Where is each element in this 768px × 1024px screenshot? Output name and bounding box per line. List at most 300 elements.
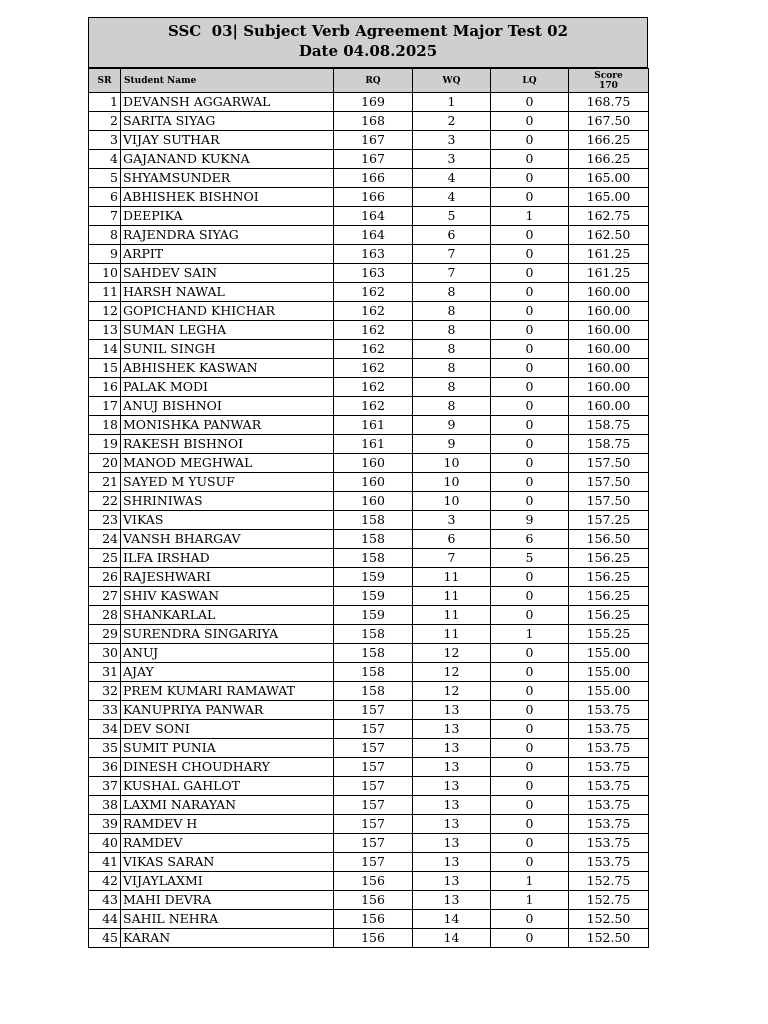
cell-lq: 0 <box>491 720 569 739</box>
cell-sr: 22 <box>89 492 121 511</box>
cell-wq: 2 <box>413 112 491 131</box>
cell-wq: 3 <box>413 131 491 150</box>
cell-score: 153.75 <box>569 796 649 815</box>
cell-score: 160.00 <box>569 321 649 340</box>
cell-wq: 6 <box>413 530 491 549</box>
cell-rq: 157 <box>334 701 413 720</box>
cell-wq: 9 <box>413 435 491 454</box>
cell-student-name: SAHDEV SAIN <box>121 264 334 283</box>
cell-lq: 1 <box>491 207 569 226</box>
cell-lq: 0 <box>491 815 569 834</box>
cell-score: 158.75 <box>569 435 649 454</box>
cell-student-name: ILFA IRSHAD <box>121 549 334 568</box>
cell-lq: 0 <box>491 568 569 587</box>
cell-student-name: ANUJ <box>121 644 334 663</box>
cell-score: 158.75 <box>569 416 649 435</box>
cell-lq: 0 <box>491 701 569 720</box>
table-row <box>89 378 649 397</box>
cell-student-name: VIKAS SARAN <box>121 853 334 872</box>
cell-student-name: SAYED M YUSUF <box>121 473 334 492</box>
table-row <box>89 720 649 739</box>
table-row <box>89 796 649 815</box>
cell-wq: 12 <box>413 682 491 701</box>
cell-sr: 24 <box>89 530 121 549</box>
cell-score: 157.50 <box>569 492 649 511</box>
cell-rq: 159 <box>334 587 413 606</box>
col-header-rq: RQ <box>334 69 413 93</box>
table-row <box>89 321 649 340</box>
cell-wq: 13 <box>413 739 491 758</box>
cell-student-name: DEV SONI <box>121 720 334 739</box>
cell-lq: 0 <box>491 93 569 112</box>
table-row <box>89 397 649 416</box>
cell-lq: 0 <box>491 758 569 777</box>
table-row <box>89 340 649 359</box>
cell-sr: 13 <box>89 321 121 340</box>
cell-wq: 11 <box>413 568 491 587</box>
cell-rq: 162 <box>334 340 413 359</box>
cell-student-name: PREM KUMARI RAMAWAT <box>121 682 334 701</box>
cell-wq: 11 <box>413 606 491 625</box>
cell-lq: 1 <box>491 891 569 910</box>
cell-wq: 14 <box>413 929 491 948</box>
cell-lq: 0 <box>491 131 569 150</box>
cell-rq: 161 <box>334 416 413 435</box>
cell-wq: 8 <box>413 321 491 340</box>
table-row <box>89 910 649 929</box>
cell-student-name: RAJESHWARI <box>121 568 334 587</box>
cell-sr: 28 <box>89 606 121 625</box>
col-header-wq: WQ <box>413 69 491 93</box>
cell-rq: 160 <box>334 473 413 492</box>
table-row <box>89 454 649 473</box>
cell-student-name: SHIV KASWAN <box>121 587 334 606</box>
cell-lq: 1 <box>491 625 569 644</box>
table-row <box>89 131 649 150</box>
cell-wq: 12 <box>413 663 491 682</box>
cell-score: 156.25 <box>569 606 649 625</box>
cell-score: 153.75 <box>569 853 649 872</box>
col-header-name: Student Name <box>121 69 334 93</box>
cell-sr: 35 <box>89 739 121 758</box>
cell-wq: 4 <box>413 188 491 207</box>
cell-score: 153.75 <box>569 834 649 853</box>
table-row <box>89 549 649 568</box>
cell-lq: 9 <box>491 511 569 530</box>
cell-rq: 160 <box>334 454 413 473</box>
cell-rq: 167 <box>334 150 413 169</box>
cell-lq: 0 <box>491 150 569 169</box>
cell-sr: 8 <box>89 226 121 245</box>
cell-sr: 44 <box>89 910 121 929</box>
cell-student-name: PALAK MODI <box>121 378 334 397</box>
cell-score: 153.75 <box>569 701 649 720</box>
cell-wq: 13 <box>413 872 491 891</box>
cell-sr: 31 <box>89 663 121 682</box>
cell-sr: 4 <box>89 150 121 169</box>
cell-lq: 0 <box>491 283 569 302</box>
cell-score: 160.00 <box>569 283 649 302</box>
cell-student-name: KUSHAL GAHLOT <box>121 777 334 796</box>
cell-wq: 12 <box>413 644 491 663</box>
cell-lq: 0 <box>491 682 569 701</box>
cell-student-name: DEEPIKA <box>121 207 334 226</box>
cell-score: 156.50 <box>569 530 649 549</box>
cell-student-name: KARAN <box>121 929 334 948</box>
cell-student-name: GOPICHAND KHICHAR <box>121 302 334 321</box>
cell-sr: 5 <box>89 169 121 188</box>
cell-lq: 0 <box>491 606 569 625</box>
cell-rq: 156 <box>334 929 413 948</box>
cell-lq: 0 <box>491 739 569 758</box>
table-row <box>89 302 649 321</box>
header-row <box>89 69 649 93</box>
cell-student-name: RAMDEV H <box>121 815 334 834</box>
cell-score: 166.25 <box>569 150 649 169</box>
cell-rq: 168 <box>334 112 413 131</box>
cell-student-name: SUMIT PUNIA <box>121 739 334 758</box>
cell-sr: 17 <box>89 397 121 416</box>
cell-lq: 0 <box>491 834 569 853</box>
cell-score: 160.00 <box>569 378 649 397</box>
cell-wq: 10 <box>413 473 491 492</box>
table-row <box>89 815 649 834</box>
cell-sr: 2 <box>89 112 121 131</box>
cell-score: 157.25 <box>569 511 649 530</box>
cell-rq: 157 <box>334 739 413 758</box>
table-row <box>89 663 649 682</box>
table-row <box>89 853 649 872</box>
col-header-sr: SR <box>89 69 121 93</box>
cell-rq: 169 <box>334 93 413 112</box>
cell-lq: 0 <box>491 796 569 815</box>
cell-rq: 163 <box>334 245 413 264</box>
cell-student-name: DEVANSH AGGARWAL <box>121 93 334 112</box>
cell-rq: 163 <box>334 264 413 283</box>
cell-sr: 10 <box>89 264 121 283</box>
cell-wq: 8 <box>413 340 491 359</box>
cell-wq: 7 <box>413 245 491 264</box>
table-row <box>89 150 649 169</box>
cell-score: 156.25 <box>569 568 649 587</box>
cell-student-name: RAJENDRA SIYAG <box>121 226 334 245</box>
cell-wq: 10 <box>413 492 491 511</box>
cell-score: 155.00 <box>569 663 649 682</box>
cell-student-name: SHANKARLAL <box>121 606 334 625</box>
cell-score: 152.50 <box>569 910 649 929</box>
cell-wq: 13 <box>413 796 491 815</box>
cell-score: 152.50 <box>569 929 649 948</box>
cell-sr: 18 <box>89 416 121 435</box>
cell-sr: 1 <box>89 93 121 112</box>
cell-rq: 158 <box>334 663 413 682</box>
cell-sr: 12 <box>89 302 121 321</box>
title-block <box>88 17 648 68</box>
cell-sr: 20 <box>89 454 121 473</box>
cell-lq: 0 <box>491 169 569 188</box>
cell-lq: 0 <box>491 264 569 283</box>
results-table <box>88 68 649 948</box>
cell-score: 157.50 <box>569 454 649 473</box>
cell-rq: 158 <box>334 549 413 568</box>
cell-sr: 14 <box>89 340 121 359</box>
cell-student-name: DINESH CHOUDHARY <box>121 758 334 777</box>
cell-lq: 5 <box>491 549 569 568</box>
table-row <box>89 473 649 492</box>
cell-wq: 13 <box>413 701 491 720</box>
table-row <box>89 283 649 302</box>
cell-rq: 156 <box>334 910 413 929</box>
cell-lq: 0 <box>491 397 569 416</box>
cell-wq: 11 <box>413 587 491 606</box>
table-body <box>89 93 649 948</box>
cell-rq: 157 <box>334 834 413 853</box>
cell-wq: 13 <box>413 720 491 739</box>
cell-student-name: AJAY <box>121 663 334 682</box>
cell-score: 153.75 <box>569 720 649 739</box>
cell-rq: 159 <box>334 606 413 625</box>
cell-score: 153.75 <box>569 815 649 834</box>
cell-rq: 157 <box>334 720 413 739</box>
table-row <box>89 188 649 207</box>
table-row <box>89 644 649 663</box>
cell-lq: 0 <box>491 929 569 948</box>
cell-lq: 0 <box>491 302 569 321</box>
cell-score: 156.25 <box>569 549 649 568</box>
cell-student-name: SURENDRA SINGARIYA <box>121 625 334 644</box>
cell-rq: 161 <box>334 435 413 454</box>
cell-rq: 157 <box>334 815 413 834</box>
cell-score: 160.00 <box>569 302 649 321</box>
cell-student-name: SUMAN LEGHA <box>121 321 334 340</box>
cell-sr: 38 <box>89 796 121 815</box>
col-header-score <box>569 69 649 93</box>
cell-wq: 4 <box>413 169 491 188</box>
table-row <box>89 587 649 606</box>
table-row <box>89 701 649 720</box>
table-row <box>89 929 649 948</box>
cell-lq: 0 <box>491 777 569 796</box>
cell-lq: 0 <box>491 359 569 378</box>
cell-rq: 159 <box>334 568 413 587</box>
cell-lq: 0 <box>491 910 569 929</box>
cell-lq: 0 <box>491 416 569 435</box>
cell-student-name: RAMDEV <box>121 834 334 853</box>
cell-wq: 13 <box>413 777 491 796</box>
cell-score: 161.25 <box>569 264 649 283</box>
cell-student-name: MAHI DEVRA <box>121 891 334 910</box>
cell-lq: 0 <box>491 663 569 682</box>
sheet-title: SSC 03| Subject Verb Agreement Major Test 02 <box>167 22 569 40</box>
cell-wq: 13 <box>413 891 491 910</box>
cell-rq: 158 <box>334 625 413 644</box>
cell-wq: 5 <box>413 207 491 226</box>
cell-score: 160.00 <box>569 340 649 359</box>
cell-student-name: ANUJ BISHNOI <box>121 397 334 416</box>
cell-sr: 9 <box>89 245 121 264</box>
cell-wq: 8 <box>413 302 491 321</box>
cell-wq: 13 <box>413 834 491 853</box>
cell-rq: 158 <box>334 682 413 701</box>
table-row <box>89 264 649 283</box>
cell-wq: 14 <box>413 910 491 929</box>
cell-wq: 13 <box>413 815 491 834</box>
cell-sr: 36 <box>89 758 121 777</box>
table-row <box>89 891 649 910</box>
cell-lq: 0 <box>491 245 569 264</box>
cell-rq: 166 <box>334 169 413 188</box>
cell-sr: 19 <box>89 435 121 454</box>
cell-score: 162.75 <box>569 207 649 226</box>
cell-score: 165.00 <box>569 188 649 207</box>
cell-rq: 162 <box>334 397 413 416</box>
cell-student-name: LAXMI NARAYAN <box>121 796 334 815</box>
cell-student-name: MANOD MEGHWAL <box>121 454 334 473</box>
table-row <box>89 511 649 530</box>
table-row <box>89 112 649 131</box>
cell-rq: 160 <box>334 492 413 511</box>
cell-rq: 158 <box>334 644 413 663</box>
sheet-date: Date 04.08.2025 <box>298 42 438 60</box>
cell-student-name: VIJAYLAXMI <box>121 872 334 891</box>
cell-lq: 0 <box>491 492 569 511</box>
cell-score: 166.25 <box>569 131 649 150</box>
cell-sr: 37 <box>89 777 121 796</box>
cell-wq: 11 <box>413 625 491 644</box>
table-row <box>89 435 649 454</box>
table-row <box>89 207 649 226</box>
cell-student-name: SUNIL SINGH <box>121 340 334 359</box>
table-row <box>89 625 649 644</box>
cell-score: 167.50 <box>569 112 649 131</box>
cell-student-name: SARITA SIYAG <box>121 112 334 131</box>
table-row <box>89 226 649 245</box>
cell-sr: 45 <box>89 929 121 948</box>
cell-student-name: SHRINIWAS <box>121 492 334 511</box>
cell-score: 155.25 <box>569 625 649 644</box>
table-row <box>89 492 649 511</box>
cell-sr: 40 <box>89 834 121 853</box>
cell-score: 160.00 <box>569 359 649 378</box>
cell-lq: 0 <box>491 435 569 454</box>
cell-student-name: RAKESH BISHNOI <box>121 435 334 454</box>
cell-rq: 158 <box>334 511 413 530</box>
cell-sr: 3 <box>89 131 121 150</box>
cell-rq: 162 <box>334 378 413 397</box>
cell-student-name: MONISHKA PANWAR <box>121 416 334 435</box>
cell-student-name: SHYAMSUNDER <box>121 169 334 188</box>
cell-wq: 8 <box>413 378 491 397</box>
cell-student-name: ABHISHEK KASWAN <box>121 359 334 378</box>
col-header-lq: LQ <box>491 69 569 93</box>
table-row <box>89 834 649 853</box>
table-row <box>89 245 649 264</box>
cell-score: 161.25 <box>569 245 649 264</box>
cell-score: 156.25 <box>569 587 649 606</box>
table-row <box>89 777 649 796</box>
cell-sr: 23 <box>89 511 121 530</box>
cell-wq: 9 <box>413 416 491 435</box>
cell-wq: 8 <box>413 397 491 416</box>
cell-lq: 1 <box>491 872 569 891</box>
cell-sr: 33 <box>89 701 121 720</box>
cell-rq: 156 <box>334 872 413 891</box>
cell-sr: 41 <box>89 853 121 872</box>
cell-wq: 3 <box>413 150 491 169</box>
cell-sr: 25 <box>89 549 121 568</box>
cell-lq: 0 <box>491 112 569 131</box>
cell-sr: 43 <box>89 891 121 910</box>
table-row <box>89 758 649 777</box>
cell-rq: 162 <box>334 302 413 321</box>
cell-wq: 10 <box>413 454 491 473</box>
table-row <box>89 739 649 758</box>
cell-score: 162.50 <box>569 226 649 245</box>
cell-sr: 11 <box>89 283 121 302</box>
score-label: Score <box>594 70 623 81</box>
cell-rq: 157 <box>334 853 413 872</box>
cell-score: 153.75 <box>569 777 649 796</box>
cell-rq: 162 <box>334 321 413 340</box>
cell-lq: 0 <box>491 853 569 872</box>
cell-wq: 1 <box>413 93 491 112</box>
cell-rq: 162 <box>334 283 413 302</box>
cell-sr: 27 <box>89 587 121 606</box>
cell-rq: 162 <box>334 359 413 378</box>
cell-sr: 39 <box>89 815 121 834</box>
cell-lq: 6 <box>491 530 569 549</box>
cell-lq: 0 <box>491 188 569 207</box>
cell-score: 153.75 <box>569 739 649 758</box>
cell-student-name: ABHISHEK BISHNOI <box>121 188 334 207</box>
cell-sr: 16 <box>89 378 121 397</box>
cell-sr: 15 <box>89 359 121 378</box>
cell-student-name: VANSH BHARGAV <box>121 530 334 549</box>
table-row <box>89 169 649 188</box>
cell-sr: 42 <box>89 872 121 891</box>
table-row <box>89 359 649 378</box>
cell-sr: 6 <box>89 188 121 207</box>
cell-score: 165.00 <box>569 169 649 188</box>
cell-rq: 167 <box>334 131 413 150</box>
cell-rq: 157 <box>334 758 413 777</box>
result-sheet <box>88 17 648 948</box>
cell-sr: 34 <box>89 720 121 739</box>
cell-student-name: GAJANAND KUKNA <box>121 150 334 169</box>
cell-lq: 0 <box>491 473 569 492</box>
table-row <box>89 568 649 587</box>
cell-student-name: VIJAY SUTHAR <box>121 131 334 150</box>
cell-student-name: SAHIL NEHRA <box>121 910 334 929</box>
cell-rq: 166 <box>334 188 413 207</box>
table-row <box>89 682 649 701</box>
cell-rq: 158 <box>334 530 413 549</box>
cell-student-name: KANUPRIYA PANWAR <box>121 701 334 720</box>
cell-wq: 8 <box>413 283 491 302</box>
cell-student-name: ARPIT <box>121 245 334 264</box>
table-row <box>89 606 649 625</box>
cell-wq: 13 <box>413 853 491 872</box>
table-row <box>89 872 649 891</box>
cell-rq: 164 <box>334 226 413 245</box>
cell-lq: 0 <box>491 321 569 340</box>
cell-wq: 7 <box>413 264 491 283</box>
table-row <box>89 416 649 435</box>
cell-sr: 32 <box>89 682 121 701</box>
cell-sr: 21 <box>89 473 121 492</box>
cell-wq: 3 <box>413 511 491 530</box>
cell-sr: 29 <box>89 625 121 644</box>
